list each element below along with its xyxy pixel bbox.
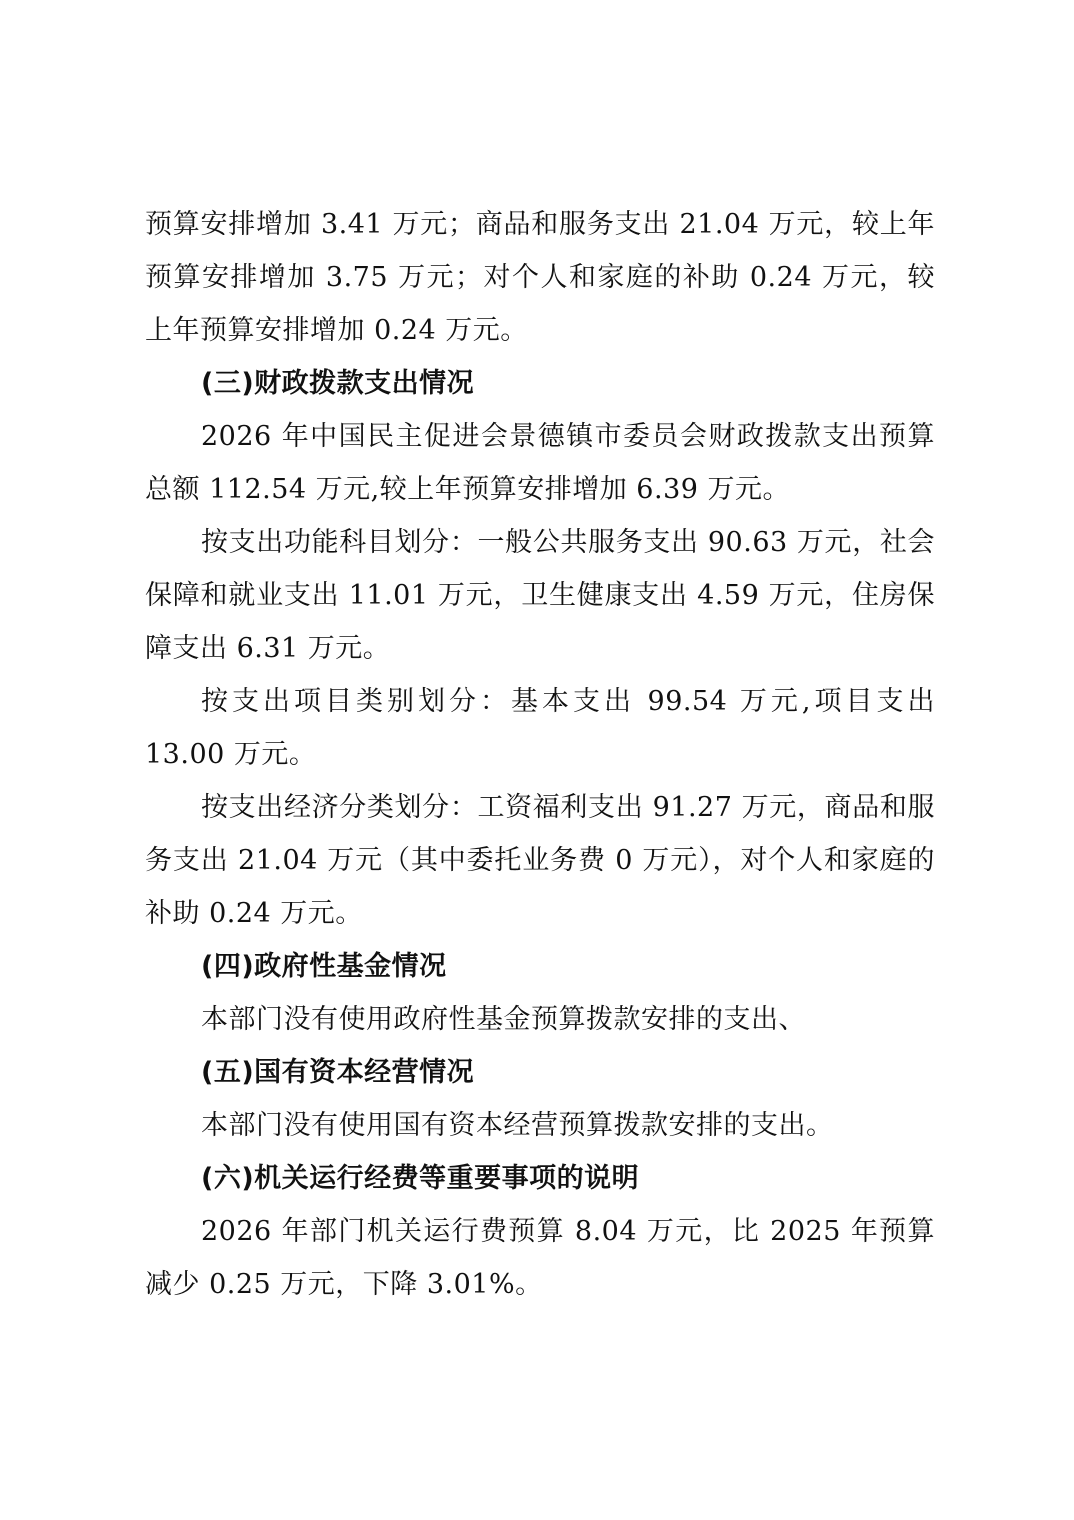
paragraph-by-economic: 按支出经济分类划分：工资福利支出 91.27 万元，商品和服务支出 21.04 万元（其中委托业务费 0 万元），对个人和家庭的补助 0.24 万元。 [145, 792, 935, 929]
paragraph-total-expenditure: 2026 年中国民主促进会景德镇市委员会财政拨款支出预算总额 112.54 万元,较上年预算安排增加 6.39 万元。 [145, 421, 935, 505]
section-heading-6: (六)机关运行经费等重要事项的说明 [201, 1163, 640, 1194]
paragraph-by-function: 按支出功能科目划分：一般公共服务支出 90.63 万元，社会保障和就业支出 11.01 万元，卫生健康支出 4.59 万元，住房保障支出 6.31 万元。 [145, 527, 935, 664]
document-page [145, 198, 935, 1311]
paragraph-continuation: 预算安排增加 3.41 万元；商品和服务支出 21.04 万元，较上年预算安排增加 3.75 万元；对个人和家庭的补助 0.24 万元，较上年预算安排增加 0.24 万元。 [145, 209, 935, 346]
paragraph-government-fund: 本部门没有使用政府性基金预算拨款安排的支出、 [201, 1004, 806, 1035]
section-heading-5: (五)国有资本经营情况 [201, 1057, 475, 1088]
section-heading-3: (三)财政拨款支出情况 [201, 368, 475, 399]
paragraph-state-capital: 本部门没有使用国有资本经营预算拨款安排的支出。 [201, 1110, 834, 1141]
paragraph-by-project: 按支出项目类别划分：基本支出 99.54 万元,项目支出 13.00 万元。 [145, 686, 935, 770]
paragraph-operating-expenses: 2026 年部门机关运行费预算 8.04 万元，比 2025 年预算减少 0.25 万元，下降 3.01%。 [145, 1216, 935, 1300]
section-heading-4: (四)政府性基金情况 [201, 951, 447, 982]
